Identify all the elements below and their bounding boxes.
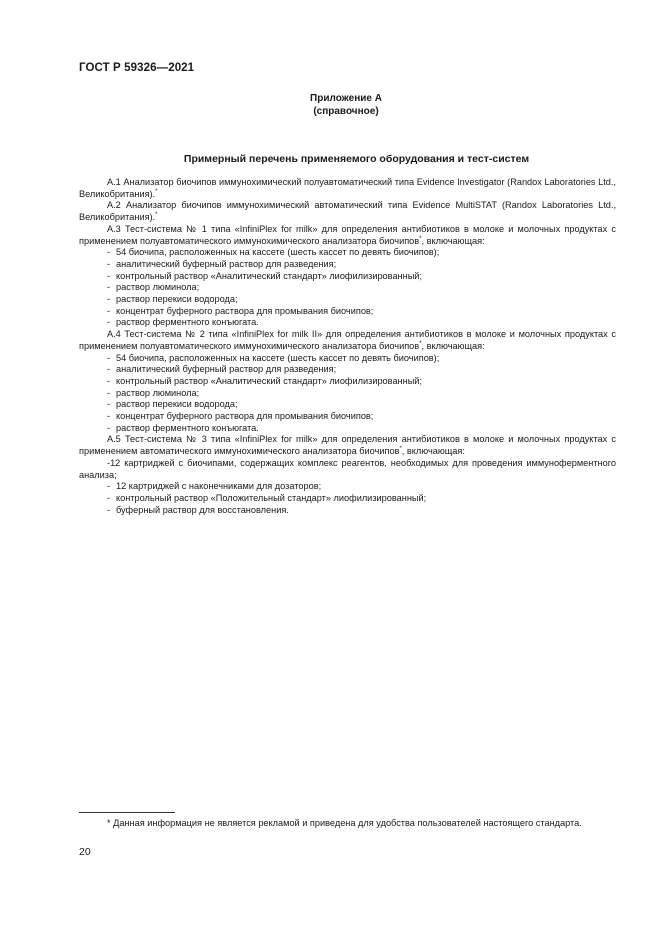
list-dash: - — [107, 364, 111, 375]
item-a4-text: А.4 Тест-система № 2 типа «InfiniPlex for milk II» для определения антибиотиков в молоке и молочных продуктах с применением полуавтоматического иммунохимического анализатора биочипов — [79, 329, 616, 351]
list-dash: - — [107, 399, 111, 410]
list-item — [79, 388, 616, 400]
list-dash: - — [107, 305, 111, 316]
list-item-text: 54 биочипа, расположенных на кассете (шесть кассет по девять биочипов); — [116, 247, 440, 258]
list-dash: - — [107, 375, 111, 386]
list-dash: - — [107, 481, 111, 492]
footnote-divider — [79, 812, 175, 813]
annex-title: Приложение А — [310, 93, 382, 104]
list-item — [79, 399, 616, 411]
footnote-mark: * — [155, 212, 158, 219]
list-item — [79, 306, 616, 318]
list-item — [79, 481, 616, 493]
footnote-mark: * — [419, 235, 422, 242]
list-dash: - — [107, 387, 111, 398]
item-a1 — [79, 177, 616, 200]
list-item-text: раствор люминола; — [116, 387, 200, 398]
list-item-text: контрольный раствор «Положительный стандарт» лиофилизированный; — [116, 492, 427, 503]
list-dash: - — [107, 411, 111, 422]
list-dash: - — [107, 317, 111, 328]
footnote-mark: * — [399, 446, 402, 453]
list-item — [79, 458, 616, 481]
list-dash: - — [107, 457, 111, 468]
list-item — [79, 505, 616, 517]
footnote-mark: * — [155, 188, 158, 195]
item-a5-list — [79, 458, 616, 517]
list-item — [79, 317, 616, 329]
list-item-text: аналитический буферный раствор для разведения; — [116, 364, 337, 375]
item-a3-text-end: , включающая: — [421, 235, 485, 246]
item-a2 — [79, 200, 616, 223]
item-a4-list — [79, 353, 616, 435]
section-title: Примерный перечень применяемого оборудования и тест-систем — [183, 153, 530, 165]
list-dash: - — [107, 422, 111, 433]
item-a3-text: А.3 Тест-система № 1 типа «InfiniPlex for milk» для определения антибиотиков в молоке и молочных продуктах с применением полуавтоматического иммунохимического анализатора биочипов — [79, 223, 616, 246]
list-item-text: 54 биочипа, расположенных на кассете (шесть кассет по девять биочипов); — [116, 352, 440, 363]
footnote-mark: * — [419, 340, 422, 347]
list-item — [79, 493, 616, 505]
list-item-text: аналитический буферный раствор для разведения; — [116, 258, 337, 269]
item-a3-list — [79, 247, 616, 329]
list-item — [79, 294, 616, 306]
list-item-text: 12 картриджей с биочипами, содержащих комплекс реагентов, необходимых для проведения иммуноферментного анализа; — [79, 457, 616, 480]
list-item — [79, 411, 616, 423]
list-item-text: концентрат буферного раствора для промывания биочипов; — [116, 411, 374, 422]
list-item — [79, 259, 616, 271]
document-body — [79, 177, 616, 516]
item-a5-text-end: , включающая: — [401, 446, 465, 457]
list-item — [79, 247, 616, 259]
list-dash: - — [107, 504, 111, 515]
list-item-text: 12 картриджей с наконечниками для дозаторов; — [116, 481, 322, 492]
item-a4 — [79, 329, 616, 352]
annex-heading — [0, 92, 661, 118]
item-a4-text-end: , включающая: — [421, 340, 485, 351]
list-item — [79, 271, 616, 283]
annex-subtitle: (справочное) — [313, 106, 379, 117]
list-dash: - — [107, 247, 111, 258]
item-a5-text: А.5 Тест-система № 3 типа «InfiniPlex for milk» для определения антибиотиков в молоке и молочных продуктах с применением автоматического иммунохимического анализатора биочипов — [79, 434, 616, 457]
document-code: ГОСТ Р 59326—2021 — [79, 62, 195, 74]
list-item-text: раствор перекиси водорода; — [116, 399, 238, 410]
footnote: * Данная информация не является рекламой и приведена для удобства пользователей настоящего стандарта. — [107, 818, 582, 828]
item-a1-text: А.1 Анализатор биочипов иммунохимический полуавтоматический типа Evidence Investigator (Randox Laboratories Ltd., Великобритания). — [79, 177, 616, 199]
item-a5 — [79, 434, 616, 457]
list-dash: - — [107, 294, 111, 305]
list-item — [79, 353, 616, 365]
list-item-text: раствор ферментного конъюгата. — [116, 317, 259, 328]
list-item-text: раствор ферментного конъюгата. — [116, 422, 259, 433]
list-dash: - — [107, 492, 111, 503]
list-item — [79, 282, 616, 294]
list-dash: - — [107, 258, 111, 269]
item-a3 — [79, 224, 616, 247]
list-item-text: раствор перекиси водорода; — [116, 294, 238, 305]
list-dash: - — [107, 270, 111, 281]
list-item — [79, 364, 616, 376]
list-item-text: контрольный раствор «Аналитический стандарт» лиофилизированный; — [116, 375, 422, 386]
list-item-text: раствор люминола; — [116, 282, 200, 293]
list-item-text: буферный раствор для восстановления. — [116, 504, 289, 515]
page-number: 20 — [79, 846, 91, 858]
item-a2-text: А.2 Анализатор биочипов иммунохимический автоматический типа Evidence MultiSTAT (Randox Laboratories Ltd., Великобритания). — [79, 200, 616, 223]
list-dash: - — [107, 282, 111, 293]
list-dash: - — [107, 352, 111, 363]
list-item-text: концентрат буферного раствора для промывания биочипов; — [116, 305, 374, 316]
list-item-text: контрольный раствор «Аналитический стандарт» лиофилизированный; — [116, 270, 422, 281]
list-item — [79, 376, 616, 388]
list-item — [79, 423, 616, 435]
